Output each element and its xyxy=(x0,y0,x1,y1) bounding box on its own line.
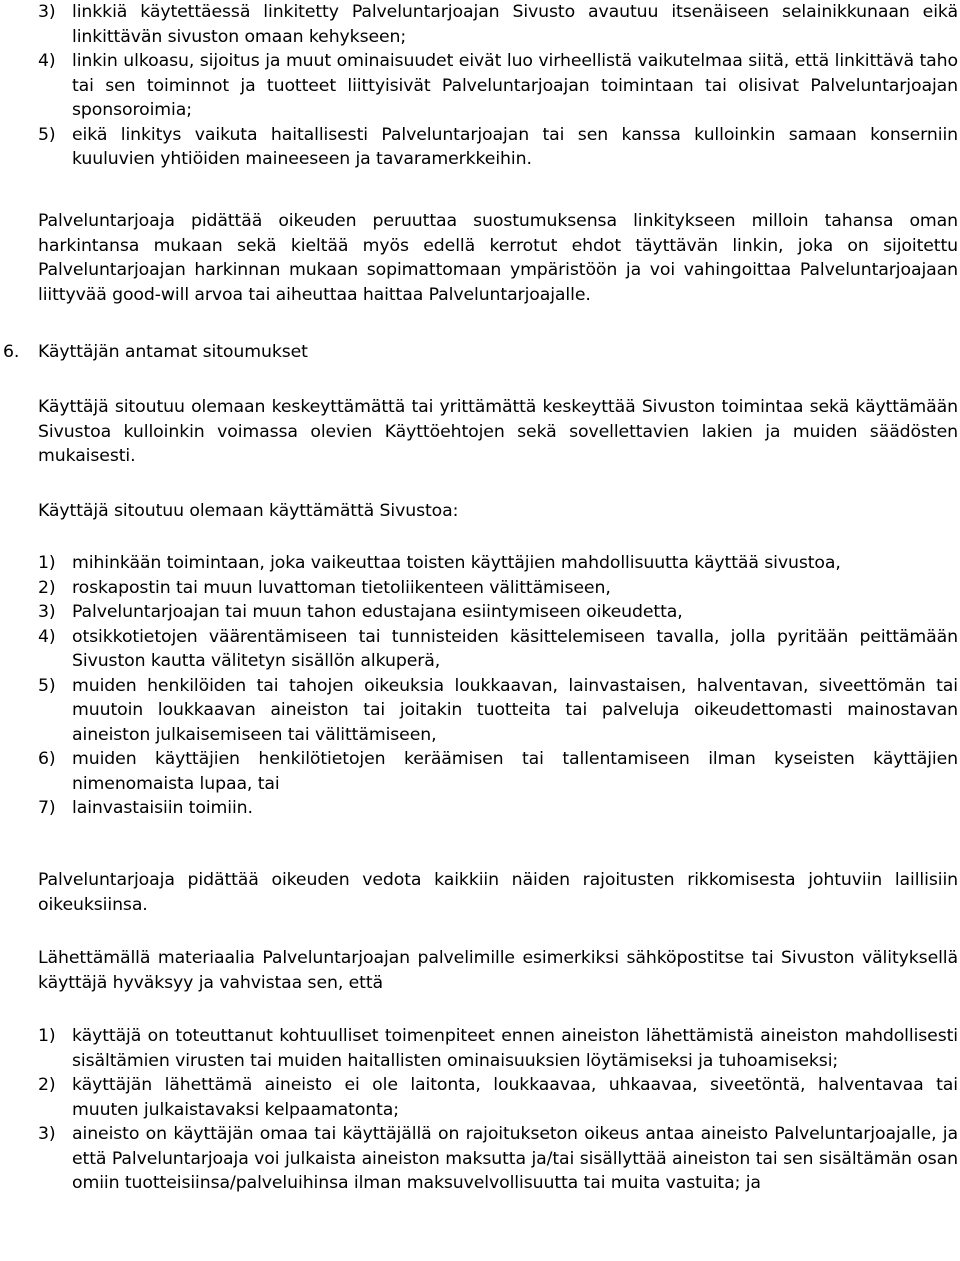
list-item xyxy=(38,551,958,576)
list-number: 3) xyxy=(38,1124,56,1144)
list-number: 5) xyxy=(38,124,56,145)
list-text: käyttäjän lähettämä aineisto ei ole laitonta, loukkaavaa, uhkaavaa, siveetöntä, halventavaa tai muuten julkaistavaksi kelpaamatonta; xyxy=(72,1075,958,1120)
list-item xyxy=(38,1073,958,1122)
list-item xyxy=(38,0,958,49)
list-item xyxy=(38,1122,958,1196)
list-text: roskapostin tai muun luvattoman tietoliikenteen välittämiseen, xyxy=(72,577,611,598)
list-item xyxy=(38,600,958,625)
section-number: 6. xyxy=(3,342,20,362)
list-number: 1) xyxy=(38,553,56,573)
paragraph-not-use: Käyttäjä sitoutuu olemaan käyttämättä Sivustoa: xyxy=(38,501,459,521)
list-number: 5) xyxy=(38,675,56,696)
list-text: mihinkään toimintaan, joka vaikeuttaa toisten käyttäjien mahdollisuutta käyttää sivustoa, xyxy=(72,553,841,573)
list-text: aineisto on käyttäjän omaa tai käyttäjällä on rajoitukseton oikeus antaa aineisto Palveluntarjoajalle, ja että Palveluntarjoaja voi julkaista aineiston maksutta ja/tai sisällyttää aineiston tai sen sisältämän osan omiin tuotteisiinsa/palveluihinsa ilman maksuvelvollisuutta tai muita vastuita; ja xyxy=(72,1124,958,1193)
list-number: 7) xyxy=(38,798,56,818)
list-text: käyttäjä on toteuttanut kohtuulliset toimenpiteet ennen aineiston lähettämistä aineiston mahdollisesti sisältämien virusten tai muiden haitallisten ominaisuuksien löytämiseksi ja tuhoamiseksi; xyxy=(72,1026,958,1071)
list-item xyxy=(38,625,958,674)
linking-conditions-list xyxy=(38,0,958,172)
list-text: muiden käyttäjien henkilötietojen keräämisen tai tallentamiseen ilman kyseisten käyttäjien nimenomaista lupaa, tai xyxy=(72,749,958,794)
list-item xyxy=(38,674,958,748)
list-number: 2) xyxy=(38,1075,56,1095)
list-text: linkkiä käytettäessä linkitetty Palveluntarjoajan Sivusto avautuu itsenäiseen selainikkunaan eikä linkittävän sivuston omaan kehykseen; xyxy=(72,2,958,47)
list-number: 4) xyxy=(38,51,56,71)
list-item xyxy=(38,747,958,796)
list-text: lainvastaisiin toimiin. xyxy=(72,798,253,818)
paragraph-revoke: Palveluntarjoaja pidättää oikeuden peruuttaa suostumuksensa linkitykseen milloin tahansa oman harkintansa mukaan sekä kieltää myös edellä kerrotut ehdot täyttävän linkin, joka on sijoitettu Palveluntarjoajan harkinnan mukaan sopimattomaan ympäristöön ja voi vahingoittaa Palveluntarjoajaan liittyvää good-will arvoa tai aiheuttaa haittaa Palveluntarjoajalle. xyxy=(38,211,958,305)
list-item xyxy=(38,576,958,601)
list-item xyxy=(38,123,958,172)
list-text: eikä linkitys vaikuta haitallisesti Palveluntarjoajan tai sen kanssa kulloinkin samaan konserniin kuuluvien yhtiöiden maineeseen ja tavaramerkkeihin. xyxy=(72,124,958,169)
prohibited-uses-list xyxy=(38,551,958,821)
list-text: otsikkotietojen väärentämiseen tai tunnisteiden käsittelemiseen tavalla, jolla pyritään peittämään Sivuston kautta välitetyn sisällön alkuperä, xyxy=(72,626,958,671)
list-text: Palveluntarjoajan tai muun tahon edustajana esiintymiseen oikeudetta, xyxy=(72,602,683,622)
list-item xyxy=(38,796,958,821)
list-number: 2) xyxy=(38,577,56,598)
list-item xyxy=(38,49,958,123)
list-number: 3) xyxy=(38,2,56,22)
paragraph-sanctions: Palveluntarjoaja pidättää oikeuden vedota kaikkiin näiden rajoitusten rikkomisesta johtuviin laillisiin oikeuksiinsa. xyxy=(38,870,958,915)
list-number: 3) xyxy=(38,602,56,622)
section-heading xyxy=(3,340,958,365)
list-text: linkin ulkoasu, sijoitus ja muut ominaisuudet eivät luo virheellistä vaikutelmaa siitä, että linkittävä taho tai sen toiminnot ja tuotteet liittyisivät Palveluntarjoajan toimintaan tai olisivat Palveluntarjoajan sponsoroimia; xyxy=(72,51,958,120)
paragraph-submit: Lähettämällä materiaalia Palveluntarjoajan palvelimille esimerkiksi sähköpostitse tai Sivuston välityksellä käyttäjä hyväksyy ja vahvistaa sen, että xyxy=(38,948,958,993)
list-number: 1) xyxy=(38,1026,56,1046)
paragraph-commit: Käyttäjä sitoutuu olemaan keskeyttämättä tai yrittämättä keskeyttää Sivuston toimintaa sekä käyttämään Sivustoa kulloinkin voimassa olevien Käyttöehtojen sekä sovellettavien lakien ja muiden säädösten mukaisesti. xyxy=(38,397,958,466)
submission-warranties-list xyxy=(38,1024,958,1196)
section-title: Käyttäjän antamat sitoumukset xyxy=(38,342,308,362)
list-number: 4) xyxy=(38,626,56,647)
list-number: 6) xyxy=(38,749,56,769)
list-item xyxy=(38,1024,958,1073)
list-text: muiden henkilöiden tai tahojen oikeuksia loukkaavan, lainvastaisen, halventavan, siveettömän tai muutoin loukkaavan aineiston tai joitakin tuotteita tai palveluja oikeudettomasti mainostavan aineiston julkaisemiseen tai välittämiseen, xyxy=(72,675,958,745)
